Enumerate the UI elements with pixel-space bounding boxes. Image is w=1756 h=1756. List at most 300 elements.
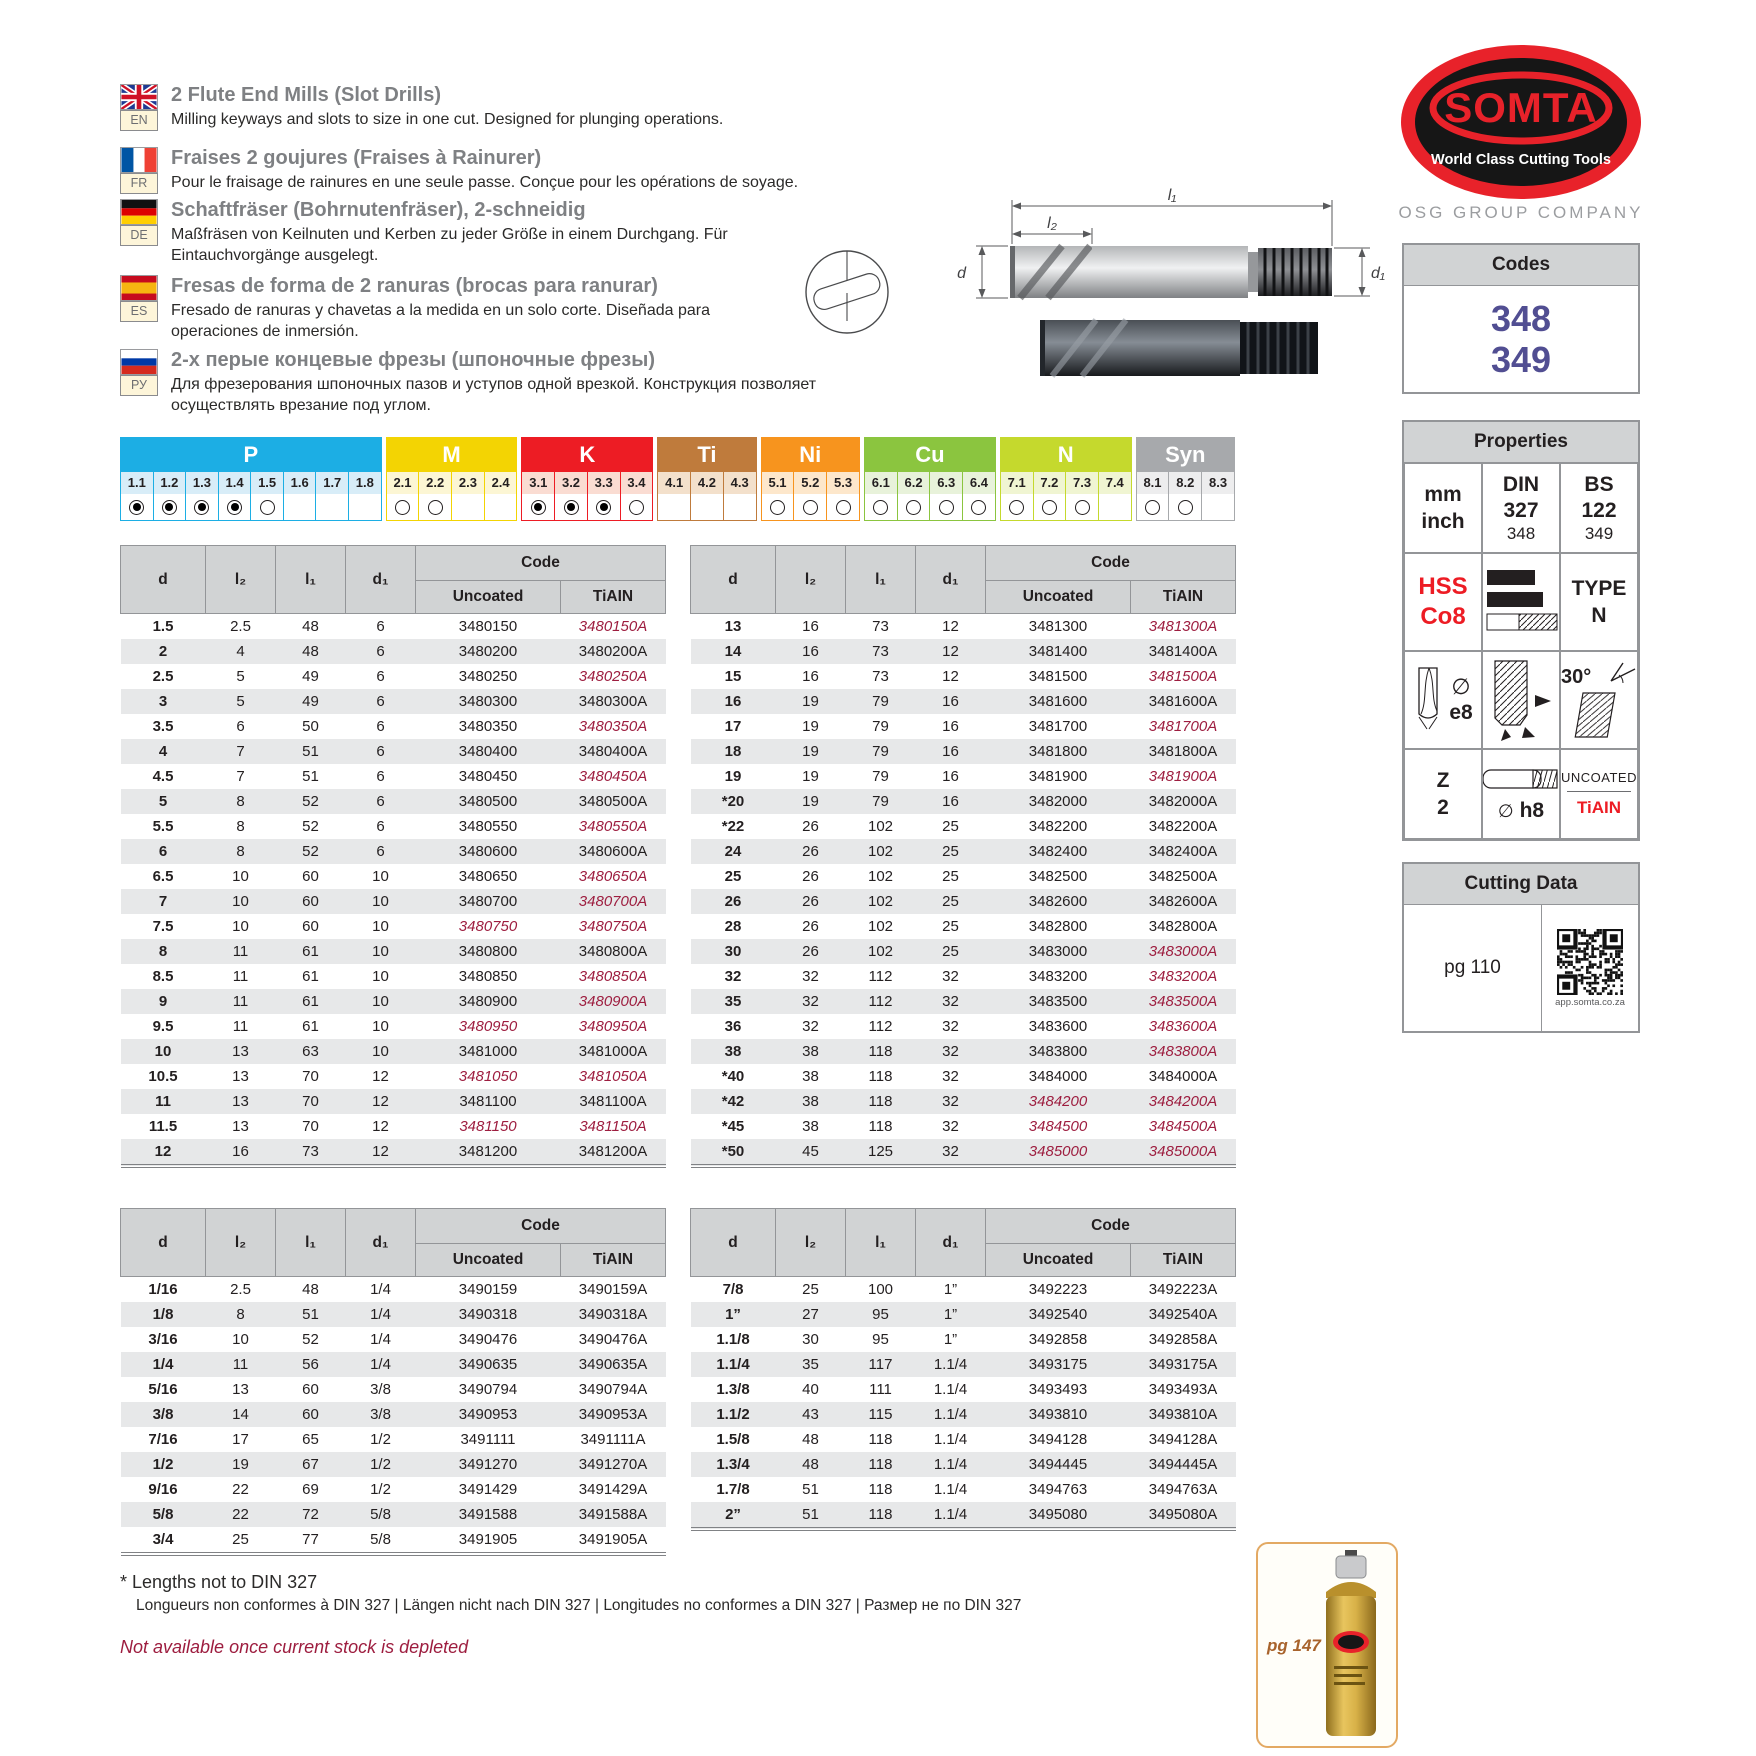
flag-fr-icon (120, 147, 158, 173)
cell-l1: 118 (868, 1456, 893, 1473)
cell-uncoated-code: 3480700 (458, 893, 518, 910)
table-row (121, 789, 666, 814)
col-header-l1: l₁ (276, 1209, 346, 1277)
radio-none (349, 494, 381, 520)
cell-tialn-code: 3480950A (578, 1018, 648, 1035)
cell-d: 8 (158, 943, 168, 960)
cell-d: 7/16 (148, 1431, 178, 1448)
cell-d: 19 (724, 768, 742, 785)
end-mill-technical-drawing (730, 180, 1400, 415)
cell-tialn-code: 3484200A (1148, 1093, 1218, 1110)
cell-d: 1/4 (152, 1356, 174, 1373)
material-group-label: Syn (1137, 438, 1234, 472)
cell-l2: 10 (232, 868, 249, 885)
cell-l2: 16 (802, 643, 819, 660)
cell-l2: 16 (802, 668, 819, 685)
cell-d1: 1/4 (370, 1281, 391, 1298)
properties-title: Properties (1404, 422, 1638, 463)
col-header-d1: d₁ (916, 1209, 986, 1277)
radio-none (1099, 494, 1131, 520)
cell-d: 1/16 (148, 1281, 178, 1298)
product-desc: Для фрезерования шпоночных пазов и уступов одной врезкой. Конструкция позволяет осуществлять врезание под углом. (171, 376, 817, 415)
codes-title: Codes (1404, 245, 1638, 286)
cell-uncoated-code: 3483800 (1028, 1043, 1088, 1060)
table-row (121, 639, 666, 664)
table-row (691, 1502, 1236, 1529)
cell-d1: 12 (372, 1093, 389, 1110)
radio-filled-icon (555, 494, 587, 520)
cell-d1: 1.1/4 (933, 1381, 968, 1398)
radio-empty-icon (794, 494, 826, 520)
cell-d: 6 (158, 843, 168, 860)
cell-tialn-code: 3481500A (1148, 668, 1218, 685)
cell-d: 1.3/4 (716, 1456, 750, 1473)
prop-flutes (1404, 749, 1482, 839)
col-header-l2: l₂ (206, 546, 276, 614)
cell-d: 2 (158, 643, 168, 660)
cell-d: 7.5 (152, 918, 174, 935)
radio-empty-icon (762, 494, 794, 520)
cell-uncoated-code: 3480750 (458, 918, 518, 935)
material-group-label: Ni (762, 438, 859, 472)
radio-empty-icon (963, 494, 995, 520)
radio-empty-icon (1137, 494, 1169, 520)
col-header-d: d (121, 1209, 206, 1277)
din-label: DIN (1502, 472, 1540, 496)
col-header-tialn: TiAIN (561, 581, 666, 614)
cell-uncoated-code: 3480150 (458, 618, 518, 635)
cell-l2: 38 (802, 1093, 819, 1110)
logo-tagline: World Class Cutting Tools (1431, 152, 1611, 168)
cell-l2: 11 (232, 993, 249, 1010)
material-cell (587, 472, 620, 520)
cell-d1: 10 (372, 993, 389, 1010)
cell-d: 9 (158, 993, 168, 1010)
cell-uncoated-code: 3494445 (1028, 1456, 1088, 1473)
material-grade-label: 3.3 (588, 472, 620, 494)
cell-tialn-code: 3490318A (578, 1306, 648, 1323)
cell-uncoated-code: 3492223 (1028, 1281, 1088, 1298)
cell-l2: 13 (232, 1381, 249, 1398)
cell-tialn-code: 3490953A (578, 1406, 648, 1423)
cell-uncoated-code: 3480400 (458, 743, 518, 760)
cell-l1: 73 (872, 618, 889, 635)
cell-d: 1.5 (152, 618, 174, 635)
cell-l2: 19 (802, 768, 819, 785)
cell-tialn-code: 3491111A (580, 1431, 646, 1448)
radio-none (316, 494, 348, 520)
cell-d1: 6 (376, 693, 385, 710)
material-grade-label: 6.3 (930, 472, 962, 494)
material-group-label: P (121, 438, 381, 472)
cell-l2: 30 (802, 1331, 819, 1348)
cell-l1: 52 (302, 818, 319, 835)
material-grade-label: 3.1 (522, 472, 554, 494)
cell-d1: 1.1/4 (933, 1481, 968, 1498)
material-grade-label: 5.3 (827, 472, 859, 494)
cell-l1: 118 (868, 1068, 893, 1085)
table-row (121, 1502, 666, 1527)
table-row (121, 1302, 666, 1327)
cell-d1: 12 (942, 643, 959, 660)
cell-d1: 32 (942, 993, 959, 1010)
cell-l2: 40 (802, 1381, 819, 1398)
table-row (121, 1352, 666, 1377)
cell-uncoated-code: 3483600 (1028, 1018, 1088, 1035)
table-row (691, 939, 1236, 964)
cell-d1: 10 (372, 968, 389, 985)
col-header-code: Code (986, 546, 1236, 581)
cell-d: 1.7/8 (716, 1481, 750, 1498)
material-grade-label: 1.4 (219, 472, 251, 494)
lang-block-de (120, 199, 736, 266)
cell-l1: 95 (872, 1306, 889, 1323)
cell-uncoated-code: 3492540 (1028, 1306, 1088, 1323)
radio-empty-icon (251, 494, 283, 520)
cell-d1: 12 (372, 1143, 389, 1160)
cell-tialn-code: 3495080A (1148, 1506, 1218, 1523)
material-grade-label: 6.1 (865, 472, 897, 494)
cell-uncoated-code: 3482200 (1028, 818, 1088, 835)
din-code: 348 (1506, 523, 1536, 543)
material-cell (1098, 472, 1131, 520)
cell-tialn-code: 3494763A (1148, 1481, 1218, 1498)
cell-tialn-code: 3482500A (1148, 868, 1218, 885)
cell-d: *42 (721, 1093, 745, 1110)
cell-d1: 6 (376, 768, 385, 785)
cell-uncoated-code: 3481800 (1028, 743, 1088, 760)
table-row (121, 689, 666, 714)
lang-code-badge: ES (120, 301, 158, 322)
material-group-label: M (387, 438, 517, 472)
material-section-Cu (864, 437, 996, 521)
cell-tialn-code: 3481100A (579, 1093, 647, 1110)
cell-uncoated-code: 3481600 (1028, 693, 1088, 710)
cell-d: 17 (724, 718, 742, 735)
cell-uncoated-code: 3481700 (1028, 718, 1088, 735)
cell-d: 4 (158, 743, 168, 760)
prop-din-standard (1482, 463, 1560, 553)
cell-l2: 8 (236, 1306, 245, 1323)
cell-tialn-code: 3480700A (578, 893, 648, 910)
radio-none (1202, 494, 1234, 520)
tolerance-e8: e8 (1449, 701, 1473, 725)
cell-l2: 38 (802, 1068, 819, 1085)
flag-column (120, 84, 158, 131)
cell-d1: 1” (943, 1306, 958, 1323)
cell-uncoated-code: 3481500 (1028, 668, 1088, 685)
cell-l2: 8 (236, 843, 245, 860)
cell-tialn-code: 3482400A (1148, 843, 1218, 860)
cell-d1: 6 (376, 668, 385, 685)
cell-uncoated-code: 3482000 (1028, 793, 1088, 810)
shank-icon (1482, 764, 1560, 794)
col-header-d: d (121, 546, 206, 614)
table-row (691, 1139, 1236, 1166)
table-row (121, 764, 666, 789)
cell-tialn-code: 3490794A (578, 1381, 648, 1398)
cell-d: 1/8 (152, 1306, 174, 1323)
material-cell (1201, 472, 1234, 520)
spray-can-image (1314, 1550, 1390, 1742)
cell-l1: 49 (302, 693, 319, 710)
cell-uncoated-code: 3485000 (1028, 1143, 1088, 1160)
material-cell (153, 472, 186, 520)
table-row (691, 739, 1236, 764)
cell-tialn-code: 3483600A (1148, 1018, 1218, 1035)
cell-l2: 38 (802, 1118, 819, 1135)
col-header-l1: l₁ (846, 546, 916, 614)
cell-l1: 48 (302, 643, 319, 660)
material-grade-label: 1.6 (284, 472, 316, 494)
lang-code-badge: EN (120, 110, 158, 131)
cell-tialn-code: 3481200A (578, 1143, 648, 1160)
cell-l2: 10 (232, 893, 249, 910)
cell-tialn-code: 3492223A (1148, 1281, 1218, 1298)
cell-d1: 5/8 (370, 1506, 391, 1523)
cell-uncoated-code: 3490635 (458, 1356, 518, 1373)
cell-l2: 4 (236, 643, 245, 660)
cell-d: 3.5 (152, 718, 174, 735)
cell-uncoated-code: 3482800 (1028, 918, 1088, 935)
cell-d1: 16 (942, 793, 959, 810)
cell-l1: 118 (868, 1093, 893, 1110)
cell-l1: 65 (302, 1431, 319, 1448)
col-header-d1: d₁ (346, 1209, 416, 1277)
flag-column (120, 147, 158, 194)
material-cell (690, 472, 723, 520)
cell-l2: 16 (232, 1143, 249, 1160)
material-section-Ti (657, 437, 756, 521)
material-grade-label: 2.1 (387, 472, 419, 494)
table-row (121, 1327, 666, 1352)
radio-empty-icon (930, 494, 962, 520)
cell-l2: 26 (802, 918, 819, 935)
lang-block-es (120, 275, 771, 342)
material-cell (1168, 472, 1201, 520)
cell-l1: 102 (867, 943, 894, 960)
cell-d: 38 (724, 1043, 742, 1060)
z-label: Z (1436, 769, 1450, 793)
cell-l1: 73 (302, 1143, 319, 1160)
material-grade-label: 2.3 (452, 472, 484, 494)
table-row (691, 839, 1236, 864)
table-row (121, 1452, 666, 1477)
table-row (121, 889, 666, 914)
cell-d: 5 (158, 793, 168, 810)
cell-l2: 35 (802, 1356, 819, 1373)
table-row (691, 1114, 1236, 1139)
col-header-d: d (691, 1209, 776, 1277)
cell-l1: 61 (302, 993, 319, 1010)
cell-d: 13 (724, 618, 742, 635)
radio-empty-icon (387, 494, 419, 520)
cell-uncoated-code: 3481200 (458, 1143, 518, 1160)
cell-l2: 19 (232, 1456, 249, 1473)
material-cell (451, 472, 484, 520)
cell-uncoated-code: 3480800 (458, 943, 518, 960)
cell-l2: 16 (802, 618, 819, 635)
cell-d1: 16 (942, 718, 959, 735)
cell-tialn-code: 3485000A (1148, 1143, 1218, 1160)
cell-l1: 73 (872, 668, 889, 685)
table-row (121, 1064, 666, 1089)
material-grade-label: 1.5 (251, 472, 283, 494)
cell-tialn-code: 3480500A (578, 793, 648, 810)
material-grade-label: 1.3 (186, 472, 218, 494)
cell-l2: 26 (802, 943, 819, 960)
table-row (121, 1277, 666, 1303)
radio-none (452, 494, 484, 520)
material-cell (1001, 472, 1033, 520)
cell-tialn-code: 3480650A (578, 868, 648, 885)
cell-tialn-code: 3480750A (578, 918, 648, 935)
cell-l1: 118 (868, 1481, 893, 1498)
table-row (121, 839, 666, 864)
cell-d: 1.5/8 (716, 1431, 750, 1448)
cell-tialn-code: 3480600A (578, 843, 648, 860)
cell-l1: 118 (868, 1506, 893, 1523)
cell-l2: 10 (232, 918, 249, 935)
cell-l1: 102 (867, 843, 894, 860)
size-table-inch-small (120, 1208, 666, 1556)
prop-inch: inch (1421, 509, 1465, 533)
table-row (121, 1139, 666, 1166)
cell-d1: 1.1/4 (933, 1506, 968, 1523)
table-row (691, 814, 1236, 839)
prop-units (1404, 463, 1482, 553)
angle-value: 30° (1561, 666, 1592, 688)
cell-tialn-code: 3491588A (578, 1506, 648, 1523)
cell-uncoated-code: 3490794 (458, 1381, 518, 1398)
table-row (691, 1427, 1236, 1452)
cell-l1: 63 (302, 1043, 319, 1060)
cell-l2: 38 (802, 1043, 819, 1060)
size-table-inch-large (690, 1208, 1236, 1531)
cell-d: 36 (724, 1018, 742, 1035)
cell-uncoated-code: 3482500 (1028, 868, 1088, 885)
cell-uncoated-code: 3490953 (458, 1406, 518, 1423)
table-row (121, 864, 666, 889)
footnotes (120, 1572, 1230, 1658)
cell-uncoated-code: 3490318 (458, 1306, 518, 1323)
cell-d: 3/8 (152, 1406, 174, 1423)
flag-de-icon (120, 199, 158, 225)
cell-l1: 111 (869, 1381, 892, 1398)
table-row (121, 964, 666, 989)
cell-uncoated-code: 3480950 (458, 1018, 518, 1035)
cell-l1: 100 (867, 1281, 894, 1298)
cell-d: *22 (721, 818, 745, 835)
material-grade-label: 2.4 (485, 472, 517, 494)
material-group-label: Cu (865, 438, 995, 472)
radio-none (658, 494, 690, 520)
table-row (691, 864, 1236, 889)
material-cell (1137, 472, 1169, 520)
footnote-translations: Longueurs non conformes à DIN 327 | Längen nicht nach DIN 327 | Longitudes no conformes a DIN 327 | Размер не по DIN 327 (136, 1597, 1022, 1614)
cell-d1: 6 (376, 718, 385, 735)
cell-uncoated-code: 3481900 (1028, 768, 1088, 785)
cell-d1: 16 (942, 768, 959, 785)
material-grade-label: 1.8 (349, 472, 381, 494)
material-grade-label: 5.2 (794, 472, 826, 494)
cell-d: 28 (724, 918, 742, 935)
cell-d1: 32 (942, 1043, 959, 1060)
cell-l1: 61 (302, 968, 319, 985)
cell-tialn-code: 3481300A (1148, 618, 1218, 635)
cell-uncoated-code: 3480850 (458, 968, 518, 985)
material-cell (1065, 472, 1098, 520)
cell-d1: 1/4 (370, 1331, 391, 1348)
cell-tialn-code: 3494445A (1148, 1456, 1218, 1473)
bs-label: BS (1584, 472, 1614, 496)
cell-tialn-code: 3483500A (1148, 993, 1218, 1010)
prop-mm: mm (1424, 483, 1462, 507)
cell-d1: 6 (376, 618, 385, 635)
cell-uncoated-code: 3493493 (1028, 1381, 1088, 1398)
dim-l1-label: l₁ (1167, 187, 1177, 204)
table-row (691, 1477, 1236, 1502)
cell-d1: 25 (942, 868, 959, 885)
cell-d: 35 (724, 993, 742, 1010)
cell-l1: 118 (868, 1431, 893, 1448)
material-cell (723, 472, 756, 520)
cell-d: 5/8 (152, 1506, 174, 1523)
prop-shank-style (1482, 553, 1560, 651)
cell-uncoated-code: 3481000 (458, 1043, 518, 1060)
cell-d1: 1/2 (370, 1481, 391, 1498)
prop-type (1560, 553, 1638, 651)
material-section-M (386, 437, 518, 521)
cell-tialn-code: 3480400A (578, 743, 648, 760)
cell-uncoated-code: 3483000 (1028, 943, 1088, 960)
cell-l2: 7 (236, 743, 245, 760)
hss-label: HSS (1418, 572, 1468, 600)
size-table-metric-small (120, 545, 666, 1168)
material-grade-label: 7.1 (1001, 472, 1033, 494)
coating-tialn: TiAIN (1576, 798, 1622, 817)
somta-logo (1398, 42, 1644, 202)
product-desc: Milling keyways and slots to size in one cut. Designed for plunging operations. (171, 111, 724, 128)
flag-column (120, 199, 158, 266)
product-title: Schaftfräser (Bohrnutenfräser), 2-schneidig (171, 199, 586, 221)
material-grade-label: 4.3 (724, 472, 756, 494)
cell-uncoated-code: 3480300 (458, 693, 518, 710)
table-row (691, 614, 1236, 640)
cell-l2: 45 (802, 1143, 819, 1160)
cell-d: 3 (158, 693, 168, 710)
cell-l1: 70 (302, 1093, 319, 1110)
cell-l2: 22 (232, 1481, 249, 1498)
cell-d1: 1” (943, 1281, 958, 1298)
cell-l1: 60 (302, 1406, 319, 1423)
cell-l1: 79 (872, 693, 889, 710)
radio-none (724, 494, 756, 520)
cell-d: 9.5 (152, 1018, 174, 1035)
size-table-metric-large (690, 545, 1236, 1168)
cell-uncoated-code: 3484200 (1028, 1093, 1088, 1110)
cell-l2: 48 (802, 1431, 819, 1448)
table-row (691, 1089, 1236, 1114)
cell-tialn-code: 3482200A (1148, 818, 1218, 835)
cell-l1: 112 (868, 968, 893, 985)
material-cell (387, 472, 419, 520)
cell-d1: 10 (372, 1018, 389, 1035)
cell-uncoated-code: 3491270 (458, 1456, 518, 1473)
footnote-star: * Lengths not to DIN 327 (120, 1572, 318, 1592)
cell-l1: 79 (872, 768, 889, 785)
cell-d: 15 (724, 668, 742, 685)
